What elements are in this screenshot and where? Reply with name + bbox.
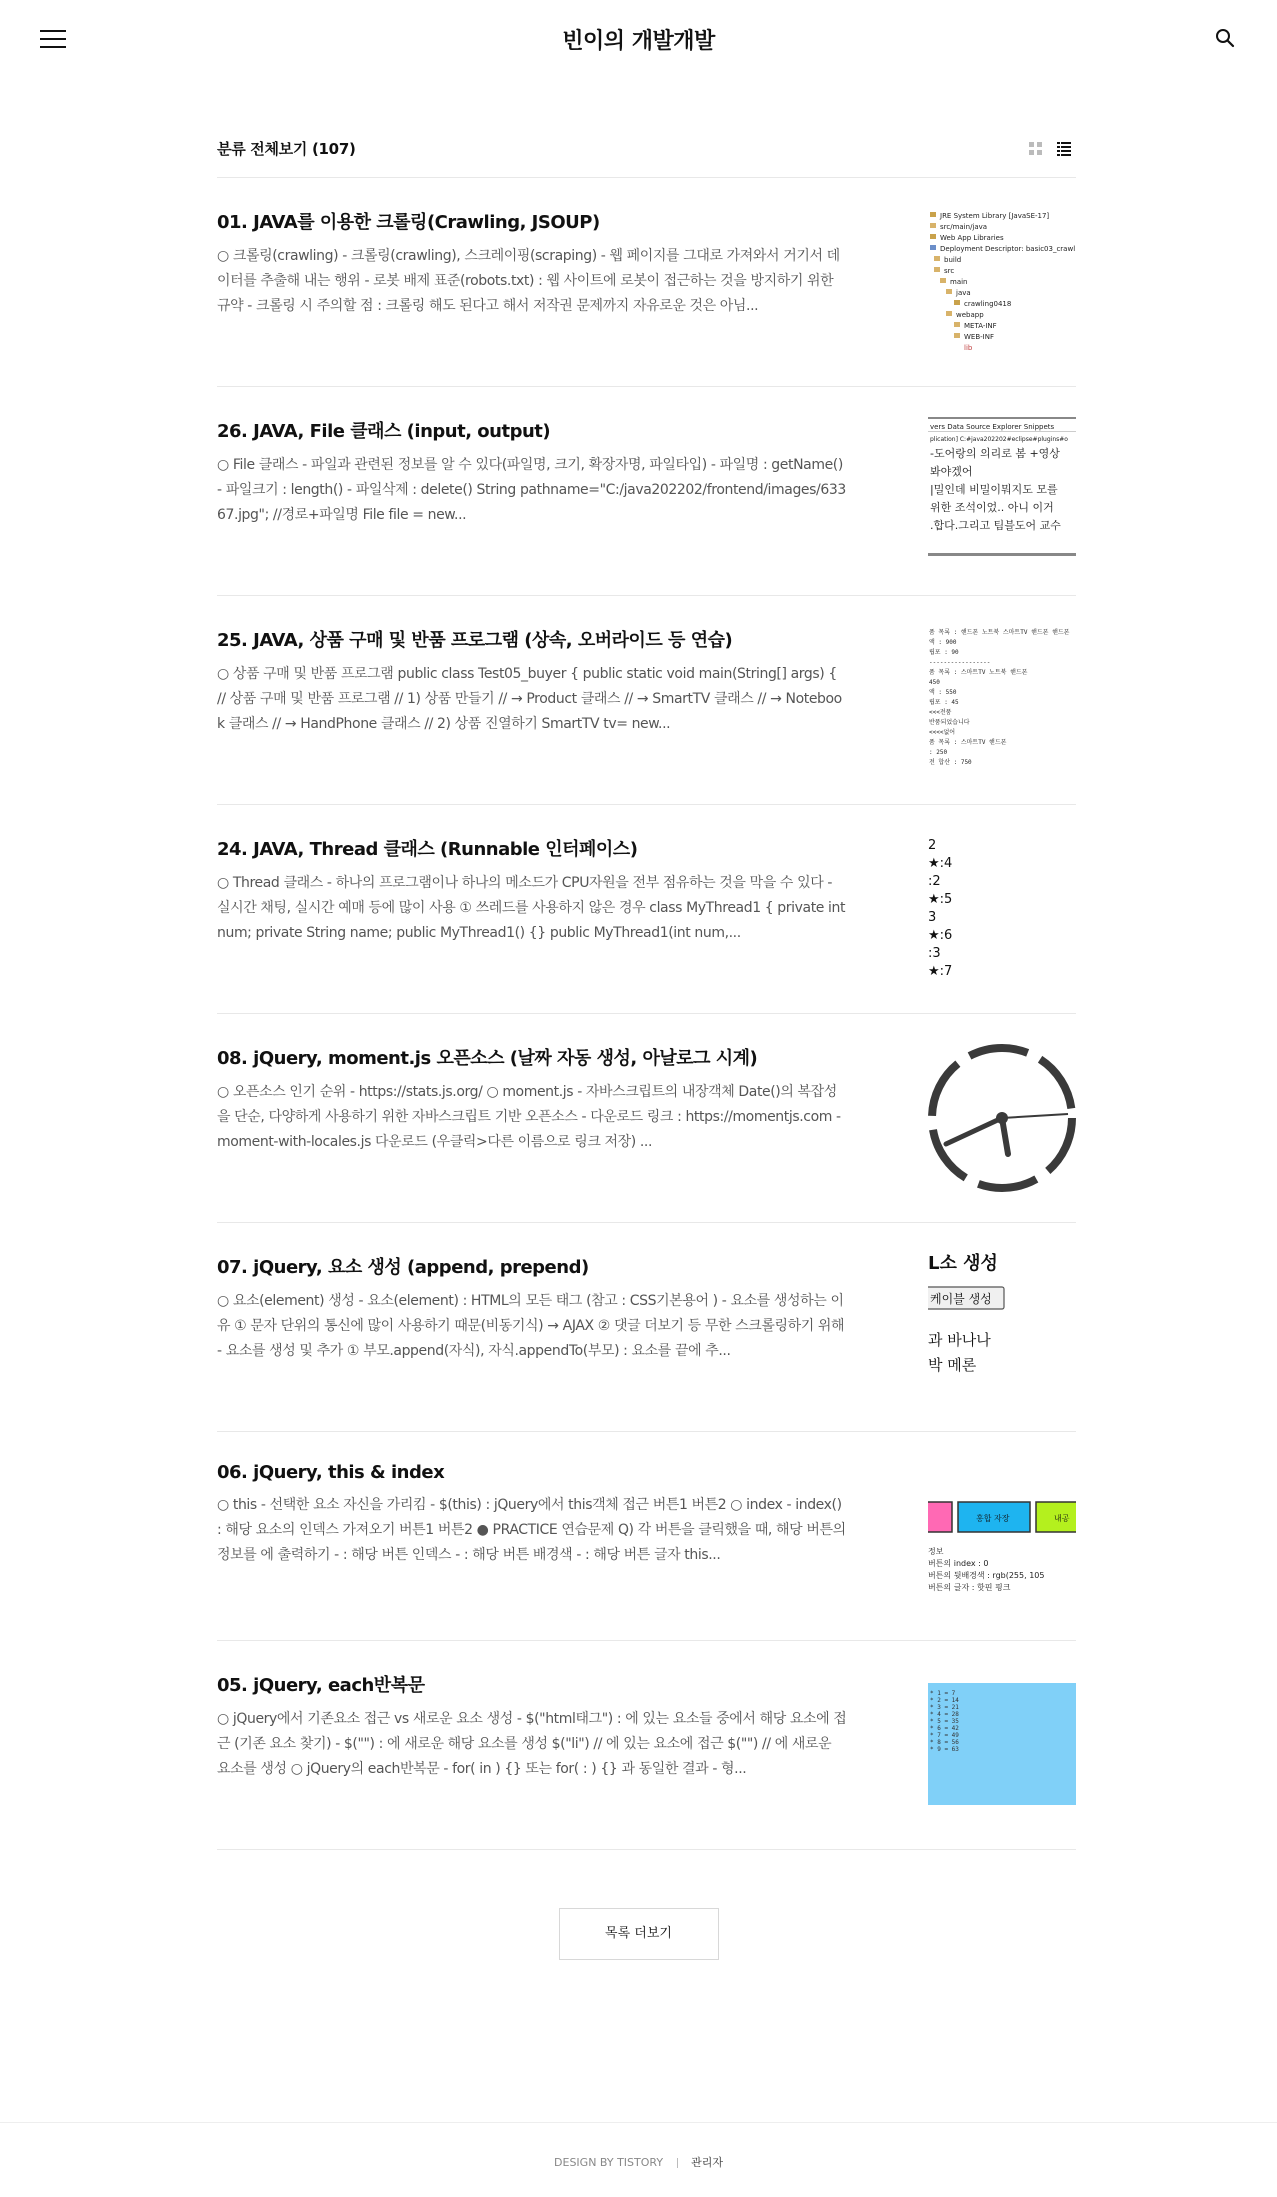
thumb-text: webapp bbox=[956, 311, 984, 319]
thumb-text: 2 bbox=[928, 838, 937, 853]
thumb-text: * 9 = 63 bbox=[930, 1746, 959, 1753]
thumb-text: 액 : 900 bbox=[929, 639, 957, 646]
footer bbox=[0, 2122, 1277, 2197]
thumb-text: :2 bbox=[928, 874, 941, 889]
thumb-text: <<<<없어 bbox=[929, 729, 956, 736]
analog-clock-image bbox=[928, 1044, 1076, 1192]
blog-header bbox=[0, 0, 1277, 80]
post-list-area bbox=[217, 130, 1076, 1850]
post-item[interactable] bbox=[217, 178, 1076, 387]
grid-view-icon[interactable] bbox=[1028, 140, 1044, 156]
post-title[interactable]: 06. jQuery, this & index bbox=[217, 1462, 445, 1483]
post-title[interactable]: 24. JAVA, Thread 클래스 (Runnable 인터페이스) bbox=[217, 839, 638, 860]
thumb-text: * 3 = 21 bbox=[930, 1704, 959, 1711]
thumb-text: JRE System Library [JavaSE-17] bbox=[940, 212, 1050, 220]
thumb-text: ★:5 bbox=[928, 892, 953, 907]
post-thumbnail[interactable] bbox=[928, 208, 1076, 356]
post-text bbox=[217, 1253, 847, 1364]
post-thumbnail[interactable] bbox=[928, 417, 1076, 565]
thumb-text: * 7 = 49 bbox=[930, 1732, 959, 1739]
thumb-text: ----------------- bbox=[929, 659, 991, 666]
post-text bbox=[217, 835, 847, 946]
post-summary[interactable]: ○ 상품 구매 및 반품 프로그램 public class Test05_buyer { public static void main(String[] args) { // 상품 구매 및 반품 프로그램 // 1) 상품 만들기 // → Product 클래스 // → SmartTV 클래스 // → Notebook 클래스 // → HandPhone 클래스 // 2) 상품 진열하기 SmartTV tv= new... bbox=[217, 666, 842, 732]
thumb-text: 3 bbox=[928, 910, 937, 925]
thumb-text: * 6 = 42 bbox=[930, 1725, 959, 1732]
thumb-text: * 1 = 7 bbox=[930, 1690, 956, 1697]
footer-design-credit[interactable]: DESIGN BY TISTORY bbox=[554, 2156, 664, 2169]
thumb-text: 품 목록 : 핸드폰 노트북 스마트TV 핸드폰 핸드폰 bbox=[929, 629, 1070, 636]
post-thumbnail[interactable] bbox=[928, 835, 1076, 983]
post-title[interactable]: 05. jQuery, each반복문 bbox=[217, 1675, 425, 1696]
post-title[interactable]: 08. jQuery, moment.js 오픈소스 (날짜 자동 생성, 아날로그 시계) bbox=[217, 1048, 758, 1069]
thumb-text: 봐야겠어 bbox=[930, 465, 973, 478]
thumb-text: 과 바나나 bbox=[928, 1331, 991, 1349]
thumb-text: .합다.그리고 팀블도어 교수 bbox=[930, 519, 1061, 532]
view-toggles bbox=[1028, 140, 1072, 156]
post-text bbox=[217, 626, 847, 737]
thumb-text: * 4 = 28 bbox=[930, 1711, 959, 1718]
thumb-text: ★:7 bbox=[928, 964, 953, 979]
thumb-text: |밀인데 비밀이뭐지도 모를 bbox=[930, 483, 1058, 496]
search-icon[interactable] bbox=[1215, 28, 1237, 50]
thumb-text: Web App Libraries bbox=[940, 234, 1004, 242]
thumb-text: 전 합산 : 750 bbox=[929, 759, 972, 766]
post-item[interactable] bbox=[217, 805, 1076, 1014]
post-summary[interactable]: ○ 오픈소스 인기 순위 - https://stats.js.org/ ○ moment.js - 자바스크립트의 내장객체 Date()의 복잡성을 단순, 다양하게 사용하기 위한 자바스크립트 기반 오픈소스 - 다운로드 링크 : https://momentjs.com - moment-with-locales.js 다운로드 (우클릭>다른 이름으로 링크 저장) ... bbox=[217, 1084, 841, 1150]
post-item[interactable] bbox=[217, 1223, 1076, 1432]
footer-divider bbox=[677, 2158, 678, 2168]
post-item[interactable] bbox=[217, 1432, 1076, 1641]
thumb-text: -도어랑의 의리로 봄 +영상 bbox=[930, 447, 1060, 460]
thumb-text: 반품되었습니다 bbox=[929, 719, 970, 726]
thumb-text: lib bbox=[964, 344, 973, 352]
category-bar bbox=[217, 130, 1076, 178]
thumb-text: <<<전품 bbox=[929, 709, 952, 716]
thumb-text: src/main/java bbox=[940, 223, 988, 231]
post-text bbox=[217, 208, 847, 319]
post-summary[interactable]: ○ File 클래스 - 파일과 관련된 정보를 알 수 있다(파일명, 크기, 확장자명, 파일타입) - 파일명 : getName() - 파일크기 : length() - 파일삭제 : delete() String pathname="C:/java202202/frontend/images/63367.jpg"; //경로+파일명 File file = new... bbox=[217, 457, 846, 523]
load-more-button[interactable]: 목록 더보기 bbox=[559, 1908, 719, 1960]
post-title[interactable]: 07. jQuery, 요소 생성 (append, prepend) bbox=[217, 1257, 589, 1278]
thumb-text: 품 목록 : 스마트TV 핸드폰 bbox=[929, 739, 1007, 746]
thumb-text: 박 메론 bbox=[928, 1356, 977, 1374]
thumb-text: 액 : 550 bbox=[929, 689, 957, 696]
post-summary[interactable]: ○ this - 선택한 요소 자신을 가리킴 - $(this) : jQuery에서 this객체 접근 버튼1 버튼2 ○ index - index() : 해당 요소의 인덱스 가져오기 버튼1 버튼2 ● PRACTICE 연습문제 Q) 각 버튼을 클릭했을 때, 해당 버튼의 정보를 에 출력하기 - : 해당 버튼 인덱스 - : 해당 버튼 배경색 - : 해당 버튼 글자 this... bbox=[217, 1497, 846, 1563]
thumb-text: java bbox=[956, 289, 971, 297]
thumb-text: * 5 = 35 bbox=[930, 1718, 959, 1725]
thumb-text: main bbox=[950, 278, 968, 286]
thumb-text: 버튼의 글자 : 핫핀 핑크 bbox=[928, 1583, 1011, 1592]
thumb-text: 버튼의 index : 0 bbox=[928, 1559, 989, 1568]
thumb-text: * 8 = 56 bbox=[930, 1739, 959, 1746]
post-item[interactable] bbox=[217, 1641, 1076, 1850]
post-summary[interactable]: ○ jQuery에서 기존요소 접근 vs 새로운 요소 생성 - $("html태그") : 에 있는 요소들 중에서 해당 요소에 접근 (기존 요소 찾기) - $("") : 에 새로운 해당 요소를 생성 $("li") // 에 있는 요소에 접근 $("") // 에 새로운 요소를 생성 ○ jQuery의 each반복문 - for( in ) {} 또는 for( : ) {} 과 동일한 결과 - 형... bbox=[217, 1711, 847, 1777]
footer-admin-link[interactable]: 관리자 bbox=[691, 2156, 723, 2169]
thumb-text: : 250 bbox=[929, 749, 948, 756]
thumb-text: 위한 조석이었.. 아니 이거 bbox=[930, 501, 1054, 514]
blog-title[interactable]: 빈이의 개발개발 bbox=[562, 29, 715, 54]
thumb-text: 립포 : 90 bbox=[929, 649, 959, 656]
thumb-text: 버튼의 뒷배경색 : rgb(255, 105 bbox=[928, 1571, 1045, 1580]
thumb-text: crawling0418 bbox=[964, 300, 1012, 308]
thumb-text: * 2 = 14 bbox=[930, 1697, 959, 1704]
post-item[interactable] bbox=[217, 1014, 1076, 1223]
post-item[interactable] bbox=[217, 387, 1076, 596]
thumb-text: src bbox=[944, 267, 955, 275]
thumb-text: 케이블 생성 bbox=[930, 1292, 992, 1306]
post-text bbox=[217, 1462, 847, 1568]
thumb-text: WEB-INF bbox=[964, 333, 994, 341]
thumb-text: 450 bbox=[929, 679, 940, 686]
post-thumbnail[interactable] bbox=[928, 1044, 1076, 1192]
thumb-text: 내공 bbox=[1054, 1514, 1070, 1523]
post-item[interactable] bbox=[217, 596, 1076, 805]
thumb-text: 홍합 자장 bbox=[976, 1514, 1010, 1523]
post-title[interactable]: 26. JAVA, File 클래스 (input, output) bbox=[217, 421, 551, 442]
thumb-text: vers Data Source Explorer Snippets bbox=[930, 423, 1055, 431]
category-title: 분류 전체보기 (107) bbox=[217, 140, 356, 158]
thumb-text: build bbox=[944, 256, 962, 264]
more-button-area bbox=[0, 1908, 1277, 1960]
thumb-text: ★:4 bbox=[928, 856, 953, 871]
thumb-text: ★:6 bbox=[928, 928, 953, 943]
post-thumbnail[interactable] bbox=[928, 1253, 1076, 1401]
post-title[interactable]: 25. JAVA, 상품 구매 및 반품 프로그램 (상속, 오버라이드 등 연습) bbox=[217, 630, 733, 651]
thumb-text: L소 생성 bbox=[928, 1253, 998, 1274]
thumb-text: plication] C:#java202202#eclipse#plugins#o bbox=[930, 436, 1068, 443]
thumb-text: Deployment Descriptor: basic03_crawl bbox=[940, 245, 1076, 253]
list-view-icon[interactable] bbox=[1056, 140, 1072, 156]
post-summary[interactable]: ○ Thread 클래스 - 하나의 프로그램이나 하나의 메소드가 CPU자원을 전부 점유하는 것을 막을 수 있다 - 실시간 채팅, 실시간 예매 등에 많이 사용 ① 쓰레드를 사용하지 않은 경우 class MyThread1 { private int num; private String name; public MyThread1() {} public MyThread1(int num,... bbox=[217, 875, 846, 941]
post-title[interactable]: 01. JAVA를 이용한 크롤링(Crawling, JSOUP) bbox=[217, 212, 600, 233]
thumb-text: :3 bbox=[928, 946, 941, 961]
thumb-text: META-INF bbox=[964, 322, 997, 330]
post-text bbox=[217, 1044, 847, 1155]
post-summary[interactable]: ○ 크롤링(crawling) - 크롤링(crawling), 스크레이핑(scraping) - 웹 페이지를 그대로 가져와서 거기서 데이터를 추출해 내는 행위 - 로봇 배제 표준(robots.txt) : 웹 사이트에 로봇이 접근하는 것을 방지하기 위한 규약 - 크롤링 시 주의할 점 : 크롤링 해도 된다고 해서 저작권 문제까지 자유로운 것은 아님... bbox=[217, 248, 840, 314]
post-text bbox=[217, 1671, 847, 1782]
thumb-text: 립포 : 45 bbox=[929, 699, 959, 706]
post-thumbnail[interactable] bbox=[928, 1462, 1076, 1610]
thumb-text: 품 목록 : 스마트TV 노트북 핸드폰 bbox=[929, 669, 1028, 676]
post-thumbnail[interactable] bbox=[928, 1671, 1076, 1819]
thumb-text: 정보 bbox=[928, 1547, 944, 1556]
post-text bbox=[217, 417, 847, 528]
post-summary[interactable]: ○ 요소(element) 생성 - 요소(element) : HTML의 모든 태그 (참고 : CSS기본용어 ) - 요소를 생성하는 이유 ① 문자 단위의 통신에 많이 사용하기 때문(비동기식) → AJAX ② 댓글 더보기 등 무한 스크롤링하기 위해 - 요소를 생성 및 추가 ① 부모.append(자식), 자식.appendTo(부모) : 요소를 끝에 추... bbox=[217, 1293, 845, 1359]
post-thumbnail[interactable] bbox=[928, 626, 1076, 774]
